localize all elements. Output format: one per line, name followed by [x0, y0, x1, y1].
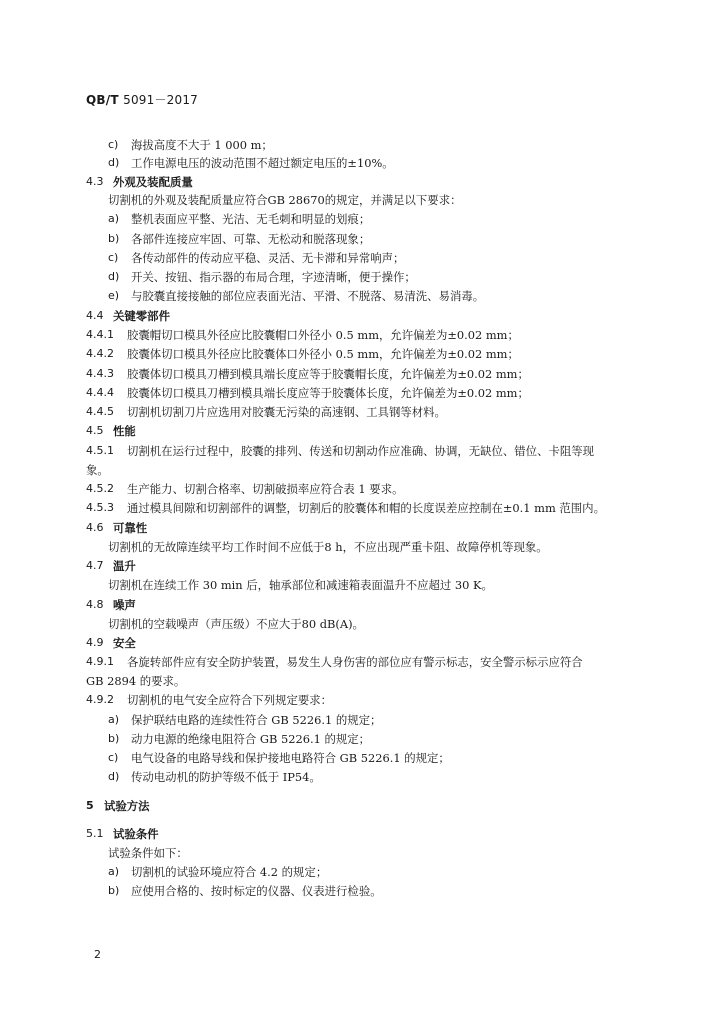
paragraph: 试验条件如下： [108, 846, 188, 860]
clause-text: 切割机在运行过程中，胶囊的排列、传送和切割动作应准确、协调，无缺位、错位、卡阻等现 [127, 444, 595, 458]
list-item: 切割机的试验环境应符合 4.2 的规定； [131, 865, 328, 879]
list-marker: c) [108, 251, 119, 264]
list-marker: a) [108, 212, 120, 225]
clause-text: 切割机的电气安全应符合下列规定要求： [127, 693, 333, 707]
list-marker: e) [108, 289, 120, 302]
list-item: 与胶囊直接接触的部位应表面光洁、平滑、不脱落、易清洗、易消毒。 [131, 289, 485, 303]
list-marker: d) [108, 156, 120, 169]
clause-text: 切割机切割刀片应选用对胶囊无污染的高速钢、工具钢等材料。 [127, 405, 446, 419]
standard-code-number: 5091－2017 [123, 93, 198, 107]
section-number: 4.7 [86, 559, 104, 572]
clause-text: 胶囊帽切口模具外径应比胶囊帽口外径小 0.5 mm，允许偏差为±0.02 mm； [127, 328, 519, 342]
clause-text: 胶囊体切口模具刀槽到模具端长度应等于胶囊体长度，允许偏差为±0.02 mm； [127, 386, 529, 400]
list-marker: c) [108, 751, 119, 764]
paragraph: 切割机在连续工作 30 min 后，轴承部位和减速箱表面温升不应超过 30 K。 [108, 578, 493, 592]
list-item: 各部件连接应牢固、可靠、无松动和脱落现象； [131, 232, 371, 246]
list-marker: a) [108, 713, 120, 726]
list-item: 动力电源的绝缘电阻符合 GB 5226.1 的规定； [131, 732, 371, 746]
section-heading: 外观及装配质量 [113, 175, 193, 189]
clause-text-continued: 象。 [86, 463, 109, 477]
clause-text: 胶囊体切口模具刀槽到模具端长度应等于胶囊帽长度，允许偏差为±0.02 mm； [127, 367, 529, 381]
clause-text: 生产能力、切割合格率、切割破损率应符合表 1 要求。 [127, 482, 404, 496]
paragraph: 切割机的空载噪声（声压级）不应大于80 dB(A)。 [108, 617, 364, 631]
chapter-heading: 试验方法 [104, 799, 150, 813]
clause-number: 4.4.3 [86, 367, 114, 380]
clause-number: 4.4.4 [86, 386, 114, 399]
clause-text: 各旋转部件应有安全防护装置，易发生人身伤害的部位应有警示标志，安全警示标示应符合 [127, 655, 583, 669]
clause-text-continued: GB 2894 的要求。 [86, 674, 186, 688]
page-number: 2 [94, 948, 101, 961]
list-marker: b) [108, 884, 120, 897]
clause-number: 4.9.2 [86, 693, 114, 706]
section-number: 5.1 [86, 827, 104, 840]
section-number: 4.9 [86, 636, 104, 649]
standard-code-prefix: QB/T [86, 93, 119, 107]
section-number: 4.3 [86, 175, 104, 188]
list-item: 整机表面应平整、光洁、无毛刺和明显的划痕； [131, 212, 371, 226]
chapter-number: 5 [86, 799, 94, 812]
paragraph: 切割机的外观及装配质量应符合GB 28670的规定，并满足以下要求： [108, 193, 462, 207]
clause-number: 4.4.5 [86, 405, 114, 418]
section-heading: 关键零部件 [113, 309, 170, 323]
section-heading: 安全 [113, 636, 136, 650]
list-marker: a) [108, 865, 120, 878]
list-item: 海拔高度不大于 1 000 m； [131, 138, 273, 152]
clause-number: 4.9.1 [86, 655, 114, 668]
list-item: 工作电源电压的波动范围不超过额定电压的±10%。 [131, 156, 394, 170]
section-heading: 性能 [113, 424, 136, 438]
clause-number: 4.4.1 [86, 328, 114, 341]
list-item: 传动电动机的防护等级不低于 IP54。 [131, 770, 321, 784]
clause-number: 4.5.1 [86, 444, 114, 457]
list-item: 开关、按钮、指示器的布局合理，字迹清晰，便于操作； [131, 270, 416, 284]
list-item: 保护联结电路的连续性符合 GB 5226.1 的规定； [131, 713, 382, 727]
list-marker: c) [108, 138, 119, 151]
list-marker: d) [108, 270, 120, 283]
list-marker: d) [108, 770, 120, 783]
section-heading: 噪声 [113, 598, 136, 612]
clause-text: 胶囊体切口模具外径应比胶囊体口外径小 0.5 mm，允许偏差为±0.02 mm； [127, 347, 519, 361]
clause-number: 4.5.3 [86, 501, 114, 514]
clause-number: 4.4.2 [86, 347, 114, 360]
list-marker: b) [108, 232, 120, 245]
section-number: 4.6 [86, 521, 104, 534]
list-marker: b) [108, 732, 120, 745]
section-number: 4.4 [86, 309, 104, 322]
section-heading: 试验条件 [113, 827, 159, 841]
clause-text: 通过模具间隙和切割部件的调整，切割后的胶囊体和帽的长度误差应控制在±0.1 mm 范围内。 [127, 501, 605, 515]
clause-number: 4.5.2 [86, 482, 114, 495]
list-item: 各传动部件的传动应平稳、灵活、无卡滞和异常响声； [131, 251, 405, 265]
section-heading: 可靠性 [113, 521, 148, 535]
list-item: 电气设备的电路导线和保护接地电路符合 GB 5226.1 的规定； [131, 751, 450, 765]
paragraph: 切割机的无故障连续平均工作时间不应低于8 h，不应出现严重卡阻、故障停机等现象。 [108, 540, 548, 554]
section-number: 4.8 [86, 598, 104, 611]
list-item: 应使用合格的、按时标定的仪器、仪表进行检验。 [131, 884, 382, 898]
section-number: 4.5 [86, 424, 104, 437]
standard-code [86, 91, 198, 108]
section-heading: 温升 [113, 559, 136, 573]
